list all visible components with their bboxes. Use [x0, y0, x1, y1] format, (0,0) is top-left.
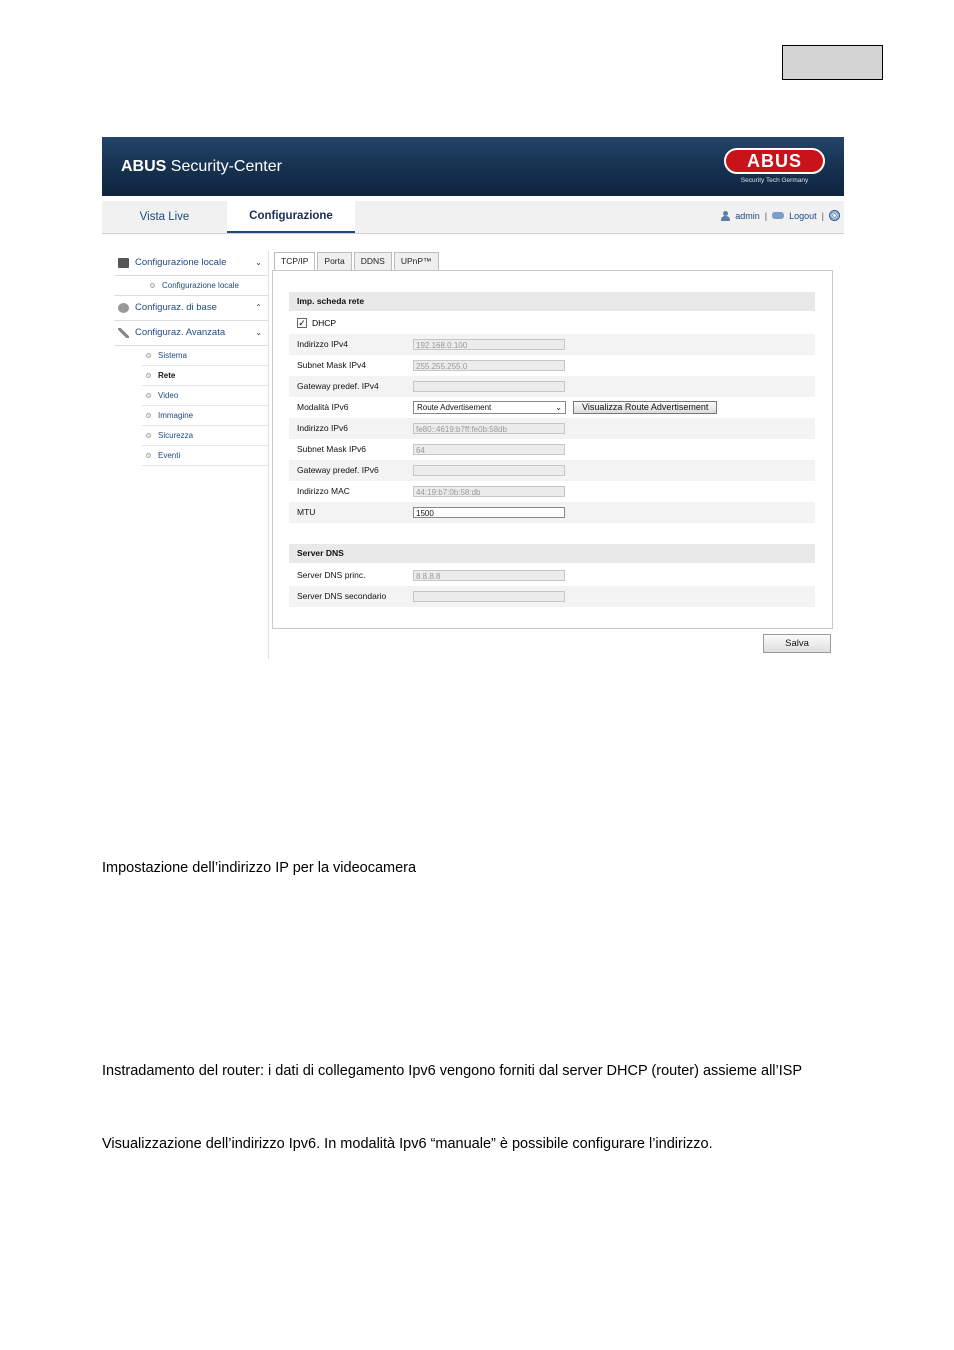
logo-tagline: Security Tech Germany — [740, 177, 809, 184]
dns-secondary-field[interactable] — [413, 591, 565, 602]
dns-section-title: Server DNS — [289, 544, 815, 563]
sidebar-local-config[interactable]: Configurazione locale ⌄ — [114, 251, 268, 276]
chevron-down-icon: ⌄ — [255, 258, 262, 267]
sidebar — [114, 251, 268, 466]
gw4-row: Gateway predef. IPv4 — [289, 376, 815, 397]
language-globe-icon[interactable] — [829, 210, 840, 221]
tab-porta[interactable]: Porta — [317, 252, 351, 270]
user-icon — [721, 211, 730, 221]
mtu-row: MTU 1500 — [289, 502, 815, 523]
sidebar-item-sistema[interactable]: Sistema — [142, 346, 268, 366]
wrench-icon — [118, 328, 129, 338]
header-banner — [102, 137, 844, 196]
tab-upnp[interactable]: UPnP™ — [394, 252, 439, 270]
caption-ipv6-address: Visualizzazione dell’indirizzo Ipv6. In modalità Ipv6 “manuale” è possibile configurare l’indirizzo. — [102, 1136, 713, 1152]
network-section-title: Imp. scheda rete — [289, 292, 815, 311]
dns-primary-row: Server DNS princ. 8.8.8.8 — [289, 565, 815, 586]
settings-tabs — [274, 252, 439, 270]
sidebar-divider — [268, 251, 269, 659]
ipv6-field[interactable]: fe80::4619:b7ff:fe0b:58db — [413, 423, 565, 434]
user-link[interactable]: admin — [735, 210, 760, 221]
tab-configuration[interactable]: Configurazione — [227, 201, 355, 233]
tab-ddns[interactable]: DDNS — [354, 252, 392, 270]
save-button[interactable]: Salva — [763, 634, 831, 653]
web-config-screenshot — [102, 137, 844, 659]
gear-icon — [118, 303, 129, 313]
sidebar-item-rete[interactable]: Rete — [142, 366, 268, 386]
dhcp-label: DHCP — [312, 318, 337, 328]
gw4-field[interactable] — [413, 381, 565, 392]
sidebar-item-immagine[interactable]: Immagine — [142, 406, 268, 426]
dhcp-row — [289, 313, 815, 334]
abus-logo: ABUS — [724, 148, 825, 174]
user-area: admin | Logout | — [721, 210, 840, 221]
sidebar-item-sicurezza[interactable]: Sicurezza — [142, 426, 268, 446]
chevron-up-icon: ⌃ — [255, 303, 262, 312]
dhcp-checkbox[interactable]: ✓ — [298, 318, 306, 328]
ipv6-row: Indirizzo IPv6 fe80::4619:b7ff:fe0b:58db — [289, 418, 815, 439]
gw6-row: Gateway predef. IPv6 — [289, 460, 815, 481]
chevron-down-icon: ⌄ — [255, 328, 262, 337]
tcpip-panel — [272, 270, 833, 629]
ipv6mode-row: Modalità IPv6 Route Advertisement ⌄ Visualizza Route Advertisement — [289, 397, 815, 418]
tab-tcpip[interactable]: TCP/IP — [274, 252, 315, 271]
ipv4-row: Indirizzo IPv4 192.168.0.100 — [289, 334, 815, 355]
main-nav — [102, 201, 844, 234]
dns-secondary-row: Server DNS secondario — [289, 586, 815, 607]
mtu-field[interactable]: 1500 — [413, 507, 565, 518]
sidebar-advanced-config[interactable]: Configuraz. Avanzata ⌄ — [114, 321, 268, 346]
sidebar-item-eventi[interactable]: Eventi — [142, 446, 268, 466]
view-route-advertisement-button[interactable]: Visualizza Route Advertisement — [573, 401, 717, 414]
sidebar-item-video[interactable]: Video — [142, 386, 268, 406]
mask6-field[interactable]: 64 — [413, 444, 565, 455]
tab-live-view[interactable]: Vista Live — [139, 211, 190, 223]
ipv4-field[interactable]: 192.168.0.100 — [413, 339, 565, 350]
mask6-row: Subnet Mask IPv6 64 — [289, 439, 815, 460]
gw6-field[interactable] — [413, 465, 565, 476]
mac-field[interactable]: 44:19:b7:0b:58:db — [413, 486, 565, 497]
mask4-field[interactable]: 255.255.255.0 — [413, 360, 565, 371]
chevron-down-icon: ⌄ — [555, 403, 562, 412]
sidebar-item-local-config[interactable]: Configurazione locale — [146, 276, 268, 295]
ipv6mode-select[interactable]: Route Advertisement ⌄ — [413, 401, 566, 414]
mask4-row: Subnet Mask IPv4 255.255.255.0 — [289, 355, 815, 376]
caption-router-advertisement: Instradamento del router: i dati di collegamento Ipv6 vengono forniti dal server DHCP (router) assieme all’ISP — [102, 1063, 803, 1079]
dns-primary-field[interactable]: 8.8.8.8 — [413, 570, 565, 581]
logout-icon — [772, 212, 784, 219]
sidebar-basic-config[interactable]: Configuraz. di base ⌃ — [114, 295, 268, 321]
monitor-icon — [118, 258, 129, 268]
app-title: ABUS Security-Center — [121, 158, 282, 175]
mac-row: Indirizzo MAC 44:19:b7:0b:58:db — [289, 481, 815, 502]
caption-ip-setup: Impostazione dell’indirizzo IP per la videocamera — [102, 860, 417, 876]
page-number-box — [782, 45, 883, 80]
logout-link[interactable]: Logout — [789, 210, 817, 221]
